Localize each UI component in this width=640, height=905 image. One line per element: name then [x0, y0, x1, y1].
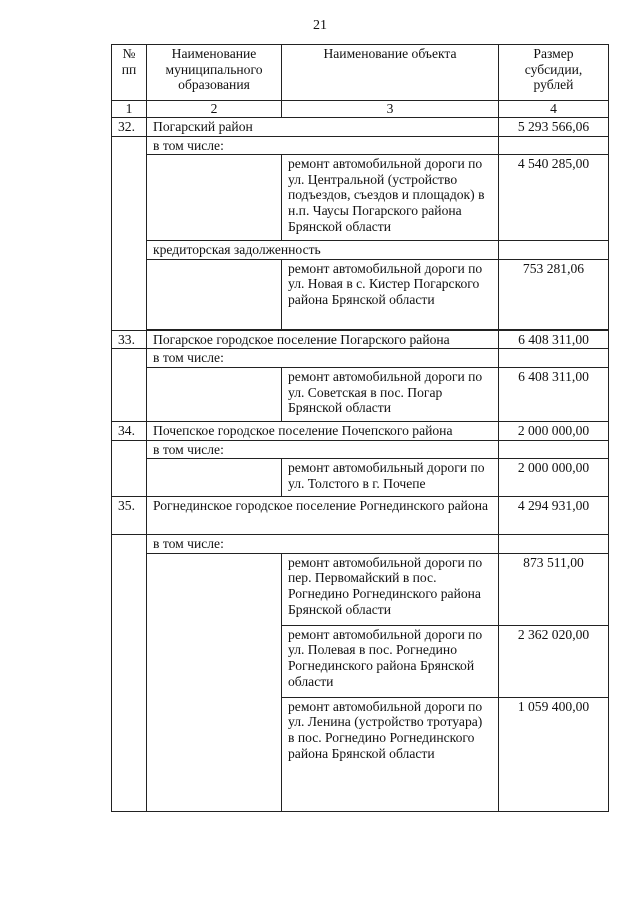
municipality-name: Почепское городское поселение Почепского района: [147, 421, 499, 440]
column-number-row: [112, 101, 609, 118]
object-name: ремонт автомобильной дороги по ул. Полевая в пос. Рогнедино Рогнединского района Брянской области: [282, 625, 499, 697]
empty-cell: [499, 349, 609, 368]
empty-cell: [112, 535, 147, 812]
subsidy-amount: 1 059 400,00: [499, 697, 609, 811]
header-subsidy: Размер субсидии, рублей: [499, 45, 609, 101]
empty-cell: [147, 553, 282, 811]
empty-cell: [147, 155, 282, 241]
table-row: [112, 155, 609, 241]
row-number: 35.: [112, 497, 147, 535]
municipality-name: Рогнединское городское поселение Рогнединского района: [147, 497, 499, 535]
creditor-debt-label: кредиторская задолженность: [147, 241, 499, 260]
row-number: 32.: [112, 118, 147, 137]
object-name: ремонт автомобильной дороги по ул. Советская в пос. Погар Брянской области: [282, 367, 499, 421]
row-number: 34.: [112, 421, 147, 440]
subsidy-table: [111, 44, 609, 812]
table-row: [112, 259, 609, 329]
header-municipality: Наименование муниципального образования: [147, 45, 282, 101]
subsidy-amount: 4 540 285,00: [499, 155, 609, 241]
table-row: [112, 535, 609, 554]
column-number: 1: [112, 101, 147, 118]
table-row: [112, 349, 609, 368]
empty-cell: [499, 136, 609, 155]
table-header-row: [112, 45, 609, 101]
empty-cell: [112, 349, 147, 422]
municipality-name: Погарский район: [147, 118, 499, 137]
subsidy-amount: 2 000 000,00: [499, 421, 609, 440]
subsidy-amount: 6 408 311,00: [499, 330, 609, 349]
empty-cell: [147, 367, 282, 421]
subsidy-amount: 873 511,00: [499, 553, 609, 625]
subsidy-amount: 753 281,06: [499, 259, 609, 329]
object-name: ремонт автомобильной дороги по пер. Первомайский в пос. Рогнедино Рогнединского района Брянской области: [282, 553, 499, 625]
municipality-name: Погарское городское поселение Погарского района: [147, 330, 499, 349]
object-name: ремонт автомобильный дороги по ул. Толстого в г. Почепе: [282, 459, 499, 497]
page-number: 21: [313, 18, 327, 33]
row-number: 33.: [112, 330, 147, 349]
table-row: [112, 367, 609, 421]
subsidy-amount: 6 408 311,00: [499, 367, 609, 421]
table-row: [112, 440, 609, 459]
empty-cell: [499, 535, 609, 554]
including-label: в том числе:: [147, 535, 499, 554]
object-name: ремонт автомобильной дороги по ул. Центральной (устройство подъездов, съездов и площадок) в н.п. Чаусы Погарского района Брянской области: [282, 155, 499, 241]
subsidy-amount: 2 362 020,00: [499, 625, 609, 697]
table-row: [112, 241, 609, 260]
empty-cell: [499, 440, 609, 459]
including-label: в том числе:: [147, 440, 499, 459]
empty-cell: [147, 259, 282, 329]
including-label: в том числе:: [147, 349, 499, 368]
object-name: ремонт автомобильной дороги по ул. Новая в с. Кистер Погарского района Брянской области: [282, 259, 499, 329]
table-row: [112, 118, 609, 137]
empty-cell: [499, 241, 609, 260]
column-number: 2: [147, 101, 282, 118]
table-row: [112, 459, 609, 497]
subsidy-amount: 4 294 931,00: [499, 497, 609, 535]
table-row: [112, 421, 609, 440]
column-number: 3: [282, 101, 499, 118]
table-row: [112, 553, 609, 625]
table-row: [112, 330, 609, 349]
empty-cell: [112, 136, 147, 330]
header-number: № пп: [112, 45, 147, 101]
table-row: [112, 136, 609, 155]
empty-cell: [147, 459, 282, 497]
column-number: 4: [499, 101, 609, 118]
empty-cell: [112, 440, 147, 497]
including-label: в том числе:: [147, 136, 499, 155]
subsidy-amount: 2 000 000,00: [499, 459, 609, 497]
subsidy-amount: 5 293 566,06: [499, 118, 609, 137]
header-object: Наименование объекта: [282, 45, 499, 101]
table-row: [112, 497, 609, 535]
object-name: ремонт автомобильной дороги по ул. Ленина (устройство тротуара) в пос. Рогнедино Рогнединского района Брянской области: [282, 697, 499, 811]
